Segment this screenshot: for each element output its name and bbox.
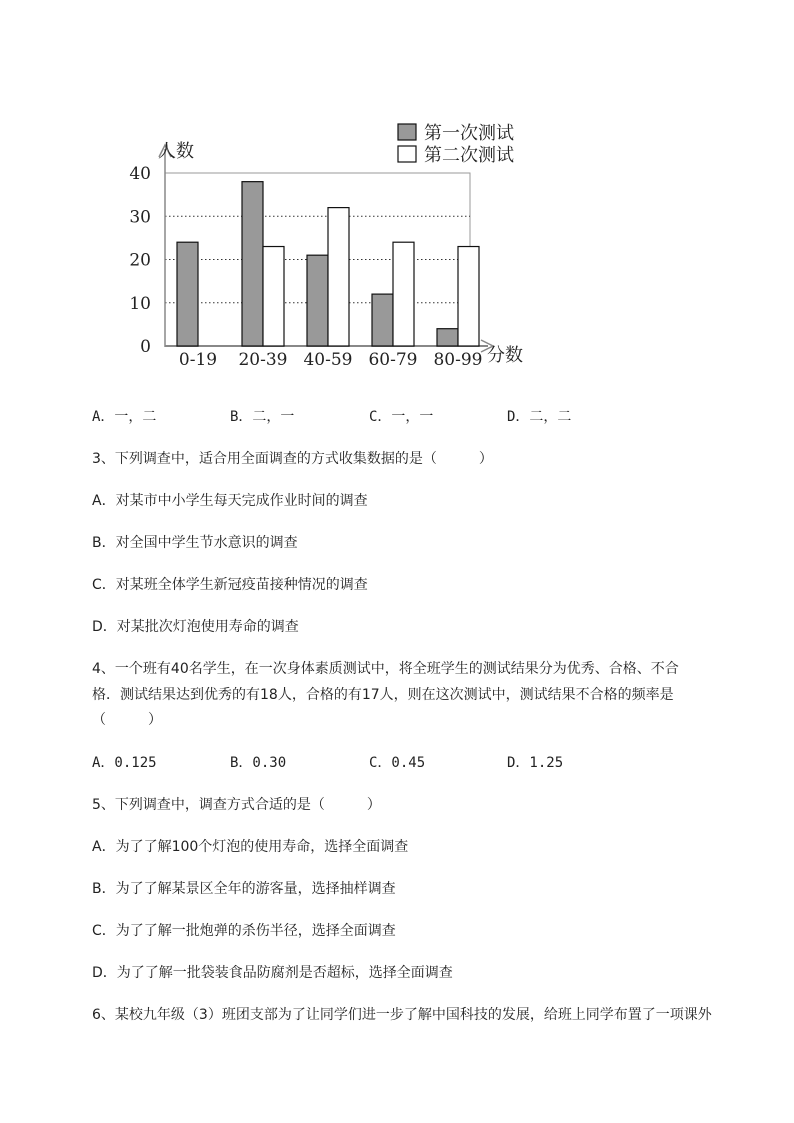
q4-option-b: B．0.30 — [230, 755, 287, 771]
q4-stem-line-1: 4、一个班有40名学生，在一次身体素质测试中，将全班学生的测试结果分为优秀、合格、不合 — [92, 661, 679, 677]
bar-series1-20-39 — [242, 182, 263, 346]
bar-series1-40-59 — [307, 255, 328, 346]
q5-option-a: A．为了了解100个灯泡的使用寿命，选择全面调查 — [92, 839, 409, 855]
bar-series1-80-99 — [437, 329, 458, 346]
q5-option-c: C．为了了解一批炮弹的杀伤半径，选择全面调查 — [92, 923, 396, 939]
q5-stem: 5、下列调查中，调查方式合适的是（ ） — [92, 797, 381, 813]
q4-option-a: A．0.125 — [92, 755, 157, 771]
q3-option-b: B．对全国中学生节水意识的调查 — [92, 535, 298, 551]
q3-option-c: C．对某班全体学生新冠疫苗接种情况的调查 — [92, 577, 368, 593]
x-tick-label-80-99: 80-99 — [433, 350, 483, 370]
y-tick-label-10: 10 — [129, 293, 151, 314]
legend-swatch-1 — [398, 124, 416, 140]
legend-label-2: 第二次测试 — [424, 145, 514, 166]
bar-series2-40-59 — [328, 208, 349, 346]
x-tick-label-0-19: 0-19 — [178, 350, 218, 370]
legend-label-1: 第一次测试 — [424, 123, 514, 144]
x-axis-title: 分数 — [487, 345, 523, 366]
y-tick-label-20: 20 — [129, 250, 151, 271]
q6-stem: 6、某校九年级（3）班团支部为了让同学们进一步了解中国科技的发展，给班上同学布置了一项课外 — [92, 1007, 712, 1023]
bar-series1-0-19 — [177, 242, 198, 346]
y-tick-label-30: 30 — [129, 207, 151, 228]
x-tick-label-40-59: 40-59 — [303, 350, 353, 370]
bar-series1-60-79 — [372, 294, 393, 346]
y-tick-label-40: 40 — [129, 164, 151, 184]
q4-option-d: D．1.25 — [507, 755, 564, 771]
bar-series2-20-39 — [263, 247, 284, 346]
y-tick-label-0: 0 — [140, 337, 151, 357]
bar-chart — [120, 115, 540, 370]
q4-option-c: C．0.45 — [369, 755, 426, 771]
y-axis-title: 人数 — [158, 141, 194, 162]
bar-series2-80-99 — [458, 247, 479, 346]
q3-option-d: D．对某批次灯泡使用寿命的调查 — [92, 619, 299, 635]
q4-stem-line-3: （ ） — [92, 712, 162, 728]
q5-option-b: B．为了了解某景区全年的游客量，选择抽样调查 — [92, 881, 396, 897]
q4-stem-line-2: 格．测试结果达到优秀的有18人，合格的有17人，则在这次测试中，测试结果不合格的频率是 — [92, 687, 674, 703]
legend-swatch-2 — [398, 146, 416, 162]
q5-option-d: D．为了了解一批袋装食品防腐剂是否超标，选择全面调查 — [92, 965, 453, 981]
q3-stem: 3、下列调查中，适合用全面调查的方式收集数据的是（ ） — [92, 451, 493, 467]
bar-series2-60-79 — [393, 242, 414, 346]
q2-option-a: A．一，二 — [92, 409, 157, 425]
q2-option-b: B．二，一 — [230, 409, 295, 425]
q2-option-d: D．二，二 — [507, 409, 572, 425]
q3-option-a: A．对某市中小学生每天完成作业时间的调查 — [92, 493, 368, 509]
x-tick-label-20-39: 20-39 — [238, 350, 288, 370]
x-tick-label-60-79: 60-79 — [368, 350, 418, 370]
q2-option-c: C．一，一 — [369, 409, 434, 425]
